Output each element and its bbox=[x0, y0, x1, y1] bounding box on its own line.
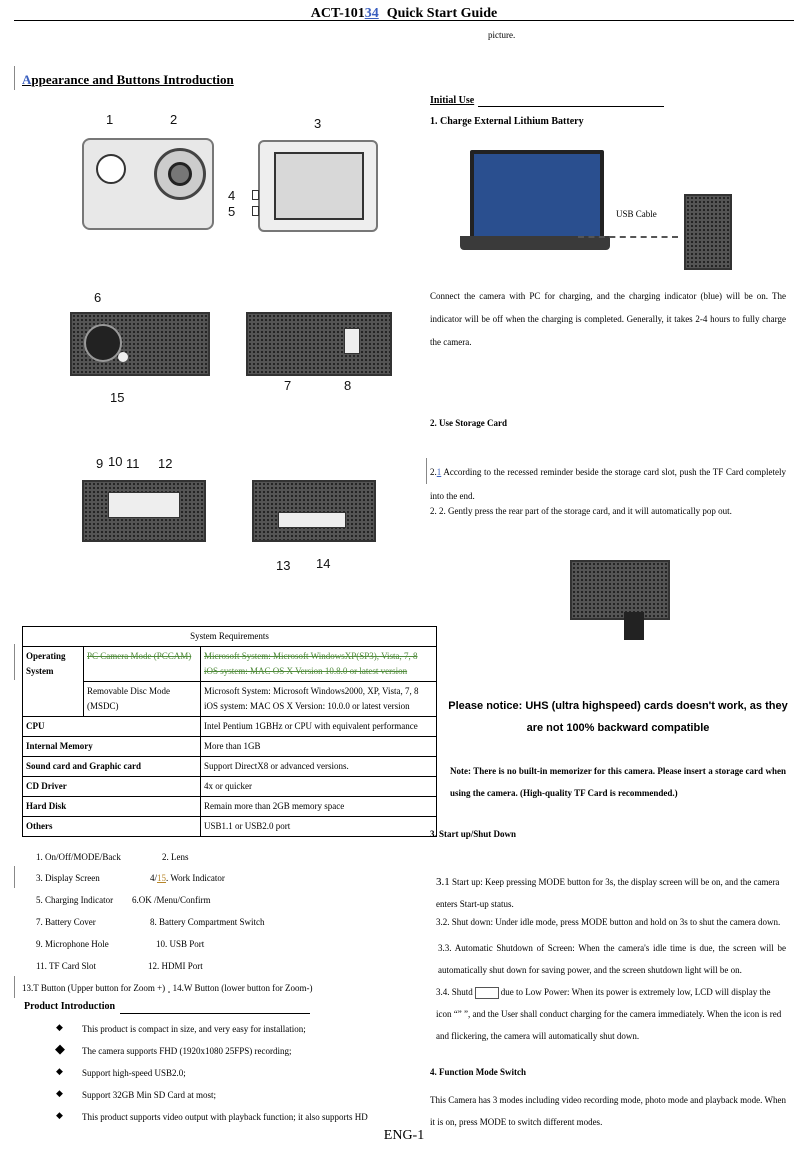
charge-battery-heading: 1. Charge External Lithium Battery bbox=[430, 116, 584, 127]
title-model: ACT-101 bbox=[310, 6, 365, 21]
function-mode-title: 4. Function Mode Switch bbox=[430, 1067, 527, 1077]
callout-11: 11 bbox=[126, 456, 140, 471]
laptop-base-illustration bbox=[460, 236, 610, 250]
sysreq-os-label: Operating System bbox=[23, 647, 84, 717]
work-indicator-icon bbox=[252, 190, 259, 200]
callout-15: 15 bbox=[110, 390, 125, 405]
camera-back-illustration bbox=[258, 140, 378, 232]
appearance-title-rest: ppearance and Buttons Introduction bbox=[31, 72, 234, 87]
ok-button-icon bbox=[84, 324, 122, 362]
callout-2: 2 bbox=[170, 112, 178, 127]
top-caption: picture. bbox=[488, 30, 516, 40]
callout-14: 14 bbox=[316, 556, 331, 571]
revision-bar-parts-2 bbox=[14, 976, 15, 998]
usb-cable-icon bbox=[578, 236, 678, 238]
sysreq-os-req-old: Microsoft System: Microsoft WindowsXP(SP3), Vista, 7, 8 iOS system: MAC OS X Version 10.8.0 or latest version bbox=[201, 647, 437, 682]
part-1: 1. On/Off/MODE/Back bbox=[36, 852, 121, 862]
sysreq-row-value: More than 1GB bbox=[201, 737, 437, 757]
startup-step-2: 3.2. Shut down: Under idle mode, press MODE button and hold on 3s to shut the camera down. bbox=[436, 917, 781, 927]
revision-bar-storage bbox=[426, 458, 427, 484]
function-mode-text: This Camera has 3 modes including video recording mode, photo mode and playback mode. When it is on, press MODE to switch different modes. bbox=[430, 1095, 786, 1127]
sysreq-row-key: Hard Disk bbox=[23, 797, 201, 817]
callout-10: 10 bbox=[108, 454, 123, 469]
startup-step-3: 3.3. Automatic Shutdown of Screen: When the camera's idle time is due, the screen will be automatically shut down for saving power, and the screen shutdown light will be on. bbox=[438, 943, 786, 975]
title-text: Quick Start Guide bbox=[386, 6, 498, 21]
sysreq-row-key: CPU bbox=[23, 717, 201, 737]
bullet-icon: ◆ bbox=[56, 1066, 63, 1076]
charging-indicator-icon bbox=[252, 206, 259, 216]
storage-card-title: 2. Use Storage Card bbox=[430, 418, 507, 428]
sysreq-os-mode: PC Camera Mode (PCCAM) bbox=[84, 647, 201, 682]
startup-step-1: 3.1 Start up: Keep pressing MODE button for 3s, the display screen will be on, and the camera enters Start-up status. bbox=[436, 876, 780, 909]
camera-side-ports-illustration bbox=[82, 480, 206, 542]
sysreq-row-key: Internal Memory bbox=[23, 737, 201, 757]
system-requirements-table bbox=[22, 626, 437, 837]
battery-switch-icon bbox=[344, 328, 360, 354]
initial-use-underline bbox=[478, 106, 664, 107]
appearance-title-first: A bbox=[22, 72, 32, 87]
startup-step-4: 3.4. Shutd due to Low Power: When its power is extremely low, LCD will display the icon “” ”, and the User shall conduct charging for the camera immediately. When the icon is red and flickering, the camera will automatically shut down. bbox=[436, 987, 782, 1041]
sysreq-row-key: CD Driver bbox=[23, 777, 201, 797]
bullet-icon: ◆ bbox=[55, 1041, 65, 1056]
storage-card-illustration bbox=[570, 560, 670, 620]
product-feature: This product supports video output with playback function; it also supports HD bbox=[82, 1112, 368, 1122]
callout-8: 8 bbox=[344, 378, 352, 393]
camera-top-illustration bbox=[70, 312, 210, 376]
sysreq-row-value: Intel Pentium 1GBHz or CPU with equivalent performance bbox=[201, 717, 437, 737]
appearance-title bbox=[22, 72, 234, 88]
uhs-notice: Please notice: UHS (ultra highspeed) cards doesn't work, as they are not 100% backward compatible bbox=[448, 700, 788, 734]
indicator-light-icon bbox=[118, 352, 128, 362]
bullet-icon: ◆ bbox=[56, 1110, 63, 1120]
bullet-icon: ◆ bbox=[56, 1022, 63, 1032]
part-8: 8. Battery Compartment Switch bbox=[150, 917, 265, 927]
title-model-edit: 34 bbox=[364, 6, 379, 21]
sysreq-row-value: USB1.1 or USB2.0 port bbox=[201, 817, 437, 837]
sysreq-os-mode-2: Removable Disc Mode (MSDC) bbox=[84, 682, 201, 717]
mode-button-icon bbox=[96, 154, 126, 184]
low-battery-icon bbox=[475, 987, 499, 999]
charge-instructions: Connect the camera with PC for charging, and the charging indicator (blue) will be on. The indicator will be off when the charging is completed. Generally, it takes 2-4 hours to fully charge the camera. bbox=[430, 291, 786, 347]
callout-12: 12 bbox=[158, 456, 173, 471]
callout-1: 1 bbox=[106, 112, 114, 127]
product-intro-underline bbox=[120, 1013, 310, 1014]
sysreq-row-value: Support DirectX8 or advanced versions. bbox=[201, 757, 437, 777]
part-13-14: 13.T Button (Upper button for Zoom +) ¸ 14.W Button (lower button for Zoom-) bbox=[22, 983, 313, 993]
port-cover-icon bbox=[108, 492, 180, 518]
callout-13: 13 bbox=[276, 558, 291, 573]
tf-card-icon bbox=[624, 612, 644, 640]
callout-4: 4 bbox=[228, 188, 236, 203]
revision-bar-parts bbox=[14, 866, 15, 888]
part-2: 2. Lens bbox=[162, 852, 189, 862]
zoom-buttons-icon bbox=[278, 512, 346, 528]
part-6: 6.OK /Menu/Confirm bbox=[132, 895, 211, 905]
sysreq-os-req-new: Microsoft System: Microsoft Windows2000, XP, Vista, 7, 8 iOS system: MAC OS X Version: 10.0.0 or latest version bbox=[201, 682, 437, 717]
initial-use-title: Initial Use bbox=[430, 95, 475, 106]
part-12: 12. HDMI Port bbox=[148, 961, 203, 971]
storage-step-2: 2. 2. Gently press the rear part of the storage card, and it will automatically pop out. bbox=[430, 506, 732, 516]
display-screen-icon bbox=[274, 152, 364, 220]
camera-bottom-illustration bbox=[246, 312, 392, 376]
product-feature: The camera supports FHD (1920x1080 25FPS) recording; bbox=[82, 1046, 292, 1056]
camera-side-buttons-illustration bbox=[252, 480, 376, 542]
system-requirements-table-wrap bbox=[22, 626, 437, 837]
part-9: 9. Microphone Hole bbox=[36, 939, 109, 949]
revision-bar bbox=[14, 66, 15, 90]
page-number: ENG-1 bbox=[383, 1128, 425, 1143]
bullet-icon: ◆ bbox=[56, 1088, 63, 1098]
laptop-screen-illustration bbox=[470, 150, 604, 244]
storage-note: Note: There is no built-in memorizer for this camera. Please insert a storage card when using the camera. (High-quality TF Card is recommended.) bbox=[450, 766, 786, 798]
sysreq-row-value: Remain more than 2GB memory space bbox=[201, 797, 437, 817]
sysreq-row-key: Others bbox=[23, 817, 201, 837]
sysreq-row-value: 4x or quicker bbox=[201, 777, 437, 797]
callout-6: 6 bbox=[94, 290, 102, 305]
part-7: 7. Battery Cover bbox=[36, 917, 96, 927]
callout-3: 3 bbox=[314, 116, 322, 131]
revision-bar-table bbox=[14, 644, 15, 680]
camera-charging-illustration bbox=[684, 194, 732, 270]
part-10: 10. USB Port bbox=[156, 939, 205, 949]
storage-step-1: 2.1 According to the recessed reminder beside the storage card slot, push the TF Card completely into the end. bbox=[430, 467, 786, 501]
callout-5: 5 bbox=[228, 204, 236, 219]
part-5: 5. Charging Indicator bbox=[36, 895, 114, 905]
sysreq-header: System Requirements bbox=[23, 627, 437, 647]
product-feature: Support 32GB Min SD Card at most; bbox=[82, 1090, 217, 1100]
callout-7: 7 bbox=[284, 378, 292, 393]
part-3: 3. Display Screen bbox=[36, 873, 100, 883]
product-feature: This product is compact in size, and very easy for installation; bbox=[82, 1024, 306, 1034]
part-11: 11. TF Card Slot bbox=[36, 961, 97, 971]
callout-9: 9 bbox=[96, 456, 104, 471]
product-feature: Support high-speed USB2.0; bbox=[82, 1068, 186, 1078]
product-intro-title: Product Introduction bbox=[24, 1001, 116, 1012]
lens-icon bbox=[154, 148, 206, 200]
part-4: 4/15. Work Indicator bbox=[150, 873, 225, 883]
sysreq-row-key: Sound card and Graphic card bbox=[23, 757, 201, 777]
usb-cable-label: USB Cable bbox=[616, 209, 657, 219]
header-rule bbox=[14, 20, 794, 21]
camera-front-illustration bbox=[82, 138, 214, 230]
startup-title: 3. Start up/Shut Down bbox=[430, 829, 517, 839]
